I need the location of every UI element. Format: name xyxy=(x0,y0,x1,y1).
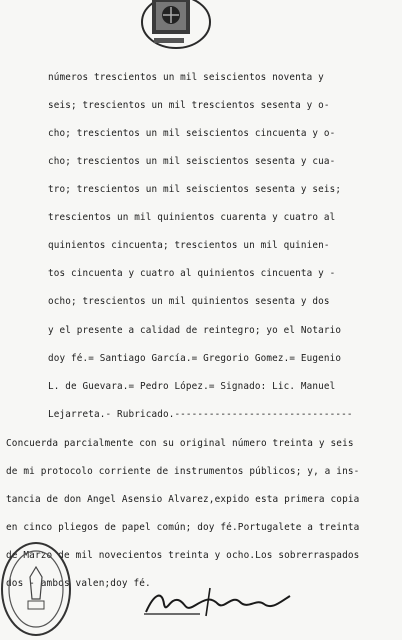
text-line: en cinco pliegos de papel común; doy fé.Portugalete a treinta xyxy=(6,522,360,533)
text-line: tos cincuenta y cuatro al quinientos cincuenta y - xyxy=(48,268,336,279)
text-line: y el presente a calidad de reintegro; yo el Notario xyxy=(48,325,342,336)
text-line: dos - ambos valen;doy fé. xyxy=(6,578,151,589)
text-line: ocho; trescientos un mil quinientos sesenta y dos xyxy=(48,296,330,307)
text-line: doy fé.= Santiago García.= Gregorio Gomez.= Eugenio xyxy=(48,353,342,364)
text-line: cho; trescientos un mil seiscientos sesenta y cua- xyxy=(48,156,336,167)
text-line: seis; trescientos un mil trescientos sesenta y o- xyxy=(48,100,330,111)
text-line: Concuerda parcialmente con su original número treinta y seis xyxy=(6,438,354,449)
text-line: números trescientos un mil seiscientos noventa y xyxy=(48,72,324,83)
text-line: cho; trescientos un mil seiscientos cincuenta y o- xyxy=(48,128,336,139)
text-line: tancia de don Angel Asensio Alvarez,expido esta primera copia xyxy=(6,494,360,505)
revenue-stamp-icon xyxy=(138,0,214,50)
text-line: Lejarreta.- Rubricado.------------------------------- xyxy=(48,409,353,420)
text-line: L. de Guevara.= Pedro López.= Signado: Lic. Manuel xyxy=(48,381,336,392)
notary-seal-icon xyxy=(0,537,78,639)
signature-icon xyxy=(140,584,310,620)
text-line: tro; trescientos un mil seiscientos sesenta y seis; xyxy=(48,184,342,195)
text-line: de Marzo de mil novecientos treinta y ocho.Los sobrerraspados xyxy=(6,550,360,561)
text-line: trescientos un mil quinientos cuarenta y cuatro al xyxy=(48,212,336,223)
text-line: quinientos cincuenta; trescientos un mil quinien- xyxy=(48,240,330,251)
text-line: de mi protocolo corriente de instrumentos públicos; y, a ins- xyxy=(6,466,360,477)
